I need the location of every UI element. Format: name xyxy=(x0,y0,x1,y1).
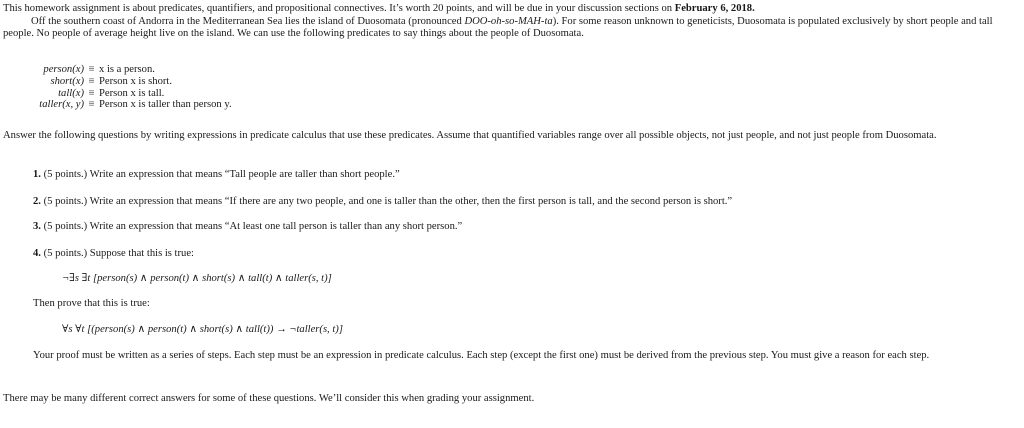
intro-paragraph xyxy=(3,16,1019,41)
predicate-definitions xyxy=(3,64,403,111)
question-2 xyxy=(33,196,1013,209)
prove-formula: ∀s ∀t [(person(s) ∧ person(t) ∧ short(s) ∧ tall(t)) → ¬taller(s, t)] xyxy=(62,324,343,335)
predicate-row xyxy=(3,99,403,111)
question-3 xyxy=(33,221,1013,234)
intro-text: This homework assignment is about predicates, quantifiers, and propositional connectives. It’s worth 20 points, and will be due in your discussion sections on xyxy=(3,3,675,14)
question-number: 2. xyxy=(33,196,41,207)
equiv-symbol: ≡ xyxy=(88,75,95,87)
question-text: (5 points.) Write an expression that means “Tall people are taller than short people.” xyxy=(43,169,400,180)
question-text: (5 points.) Write an expression that means “At least one tall person is taller than any short person.” xyxy=(43,221,463,232)
predicate-meaning: x is a person. xyxy=(99,64,155,75)
prove-instruction: Then prove that this is true: xyxy=(33,298,150,309)
question-1 xyxy=(33,169,1013,182)
predicate-row xyxy=(3,88,403,100)
predicate-row xyxy=(3,64,403,76)
predicate-meaning: Person x is short. xyxy=(99,75,172,87)
question-number: 4. xyxy=(33,248,41,259)
answer-instructions: Answer the following questions by writing expressions in predicate calculus that use these predicates. Assume that quantified variables range over all possible objects, not just people, and not just people from Duosomata. xyxy=(3,130,937,141)
predicate-row xyxy=(3,76,403,88)
predicate-meaning: Person x is taller than person y. xyxy=(99,99,232,111)
homework-page xyxy=(3,3,1019,404)
question-text: (5 points.) Write an expression that means “If there are any two people, and one is taller than the other, then the first person is tall, and the second person is short.” xyxy=(43,196,733,207)
proof-requirements: Your proof must be written as a series of steps. Each step must be an expression in predicate calculus. Each step (except the first one) must be derived from the previous step. You must give a reason for each step. xyxy=(33,350,930,361)
intro-text-2: Off the southern coast of Andorra in the Mediterranean Sea lies the island of Duosomata (pronounced xyxy=(31,15,465,27)
equiv-symbol: ≡ xyxy=(88,64,95,75)
question-number: 3. xyxy=(33,221,41,232)
grading-note: There may be many different correct answers for some of these questions. We’ll consider this when grading your assignment. xyxy=(3,393,535,404)
predicate-name: tall(x) xyxy=(58,87,84,99)
pronunciation: DOO-oh-so-MAH-ta xyxy=(464,15,553,27)
predicate-name: taller(x, y) xyxy=(39,99,84,111)
due-date: February 6, 2018. xyxy=(674,3,755,14)
given-formula: ¬∃s ∃t [person(s) ∧ person(t) ∧ short(s) ∧ tall(t) ∧ taller(s, t)] xyxy=(62,273,332,284)
intro-text-3: ). For some reason unknown to geneticists, Duosomata is populated exclusively by short people and tall people. No people of average height live on the island. We can use the following predicates to say things about the people of Duosomata. xyxy=(3,15,993,39)
intro-line-1 xyxy=(3,3,1019,16)
equiv-symbol: ≡ xyxy=(88,87,95,99)
predicate-name: short(x) xyxy=(50,75,84,87)
predicate-name: person(x) xyxy=(43,64,84,75)
question-text: (5 points.) Suppose that this is true: xyxy=(43,248,194,259)
question-number: 1. xyxy=(33,169,41,180)
equiv-symbol: ≡ xyxy=(88,99,95,111)
question-4 xyxy=(33,248,1013,261)
predicate-meaning: Person x is tall. xyxy=(99,87,165,99)
